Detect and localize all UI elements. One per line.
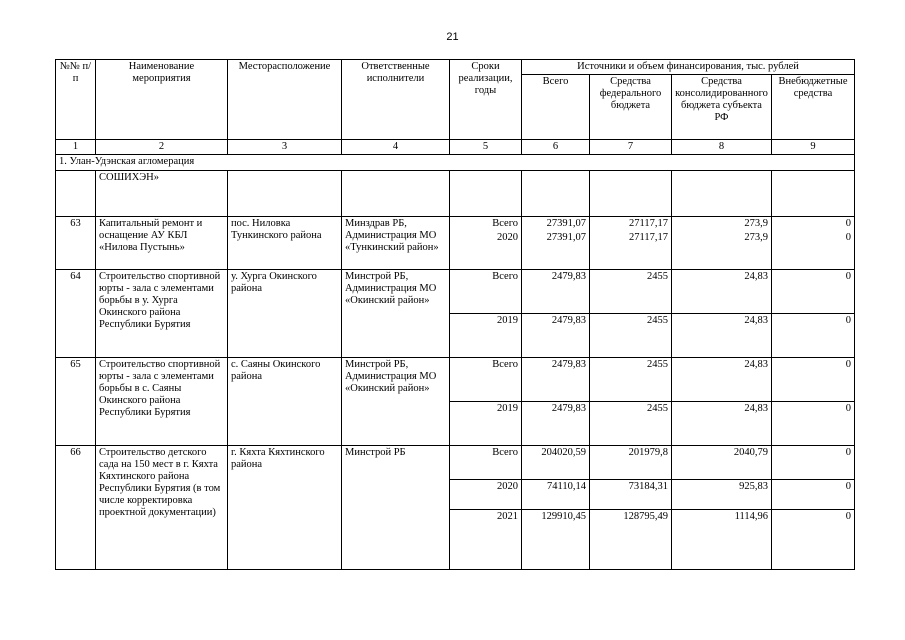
row-extra: 0 (772, 479, 855, 509)
header-responsible: Ответственные исполнители (342, 60, 450, 140)
header-funding-group: Источники и объем финансирования, тыс. рублей (522, 60, 855, 75)
header-num: №№ п/п (56, 60, 96, 140)
column-number: 7 (590, 140, 672, 155)
section-title: 1. Улан-Удэнская агломерация (56, 155, 855, 171)
row-period: 2020 (450, 479, 522, 509)
row-period: Всего (450, 269, 522, 313)
row-federal: 2455 (590, 357, 672, 401)
continuation-text: СОШИХЭН» (96, 171, 228, 217)
header-total: Всего (522, 75, 590, 140)
row-name: Строительство спортивной юрты - зала с элементами борьбы в у. Хурга Окинского района Республики Бурятия (96, 269, 228, 357)
row-location: у. Хурга Окинского района (228, 269, 342, 357)
column-number: 1 (56, 140, 96, 155)
row-period: 2019 (450, 401, 522, 445)
column-number: 9 (772, 140, 855, 155)
row-regional: 24,83 (672, 269, 772, 313)
table-row (56, 445, 855, 479)
row-regional: 273,9 (672, 217, 772, 232)
row-num: 65 (56, 357, 96, 445)
row-extra: 0 (772, 357, 855, 401)
row-federal: 201979,8 (590, 445, 672, 479)
row-regional: 2040,79 (672, 445, 772, 479)
row-responsible: Минздрав РБ, Администрация МО «Тункинский район» (342, 217, 450, 270)
row-period: 2020 (450, 231, 522, 269)
row-num: 66 (56, 445, 96, 569)
row-regional: 925,83 (672, 479, 772, 509)
row-federal: 27117,17 (590, 217, 672, 232)
table-row (56, 269, 855, 313)
row-location: с. Саяны Окинского района (228, 357, 342, 445)
row-location: г. Кяхта Кяхтинского района (228, 445, 342, 569)
header-regional: Средства консолидированного бюджета субъекта РФ (672, 75, 772, 140)
column-numbers-row (56, 140, 855, 155)
row-federal: 27117,17 (590, 231, 672, 269)
row-num: 63 (56, 217, 96, 270)
row-total: 2479,83 (522, 357, 590, 401)
row-responsible: Минстрой РБ, Администрация МО «Окинский район» (342, 357, 450, 445)
column-number: 3 (228, 140, 342, 155)
row-federal: 128795,49 (590, 509, 672, 569)
header-period: Сроки реализации, годы (450, 60, 522, 140)
row-period: 2021 (450, 509, 522, 569)
header-extra: Внебюджетные средства (772, 75, 855, 140)
row-federal: 2455 (590, 401, 672, 445)
row-regional: 1114,96 (672, 509, 772, 569)
row-federal: 2455 (590, 269, 672, 313)
row-responsible: Минстрой РБ, Администрация МО «Окинский район» (342, 269, 450, 357)
table-row (56, 217, 855, 232)
row-total: 204020,59 (522, 445, 590, 479)
row-extra: 0 (772, 269, 855, 313)
row-responsible: Минстрой РБ (342, 445, 450, 569)
row-name: Строительство спортивной юрты - зала с элементами борьбы в с. Саяны Окинского района Республики Бурятия (96, 357, 228, 445)
row-location: пос. Ниловка Тункинского района (228, 217, 342, 270)
continuation-row (56, 171, 855, 217)
row-period: Всего (450, 445, 522, 479)
row-total: 129910,45 (522, 509, 590, 569)
row-federal: 2455 (590, 313, 672, 357)
row-extra: 0 (772, 231, 855, 269)
row-total: 2479,83 (522, 269, 590, 313)
row-period: Всего (450, 357, 522, 401)
row-extra: 0 (772, 401, 855, 445)
header-federal: Средства федерального бюджета (590, 75, 672, 140)
column-number: 2 (96, 140, 228, 155)
funding-table (55, 59, 855, 570)
row-total: 27391,07 (522, 231, 590, 269)
row-regional: 273,9 (672, 231, 772, 269)
row-total: 2479,83 (522, 313, 590, 357)
row-total: 74110,14 (522, 479, 590, 509)
row-num: 64 (56, 269, 96, 357)
row-federal: 73184,31 (590, 479, 672, 509)
row-period: 2019 (450, 313, 522, 357)
row-name: Капитальный ремонт и оснащение АУ КБЛ «Нилова Пустынь» (96, 217, 228, 270)
row-extra: 0 (772, 217, 855, 232)
header-row (56, 60, 855, 75)
row-extra: 0 (772, 313, 855, 357)
row-period: Всего (450, 217, 522, 232)
column-number: 5 (450, 140, 522, 155)
row-extra: 0 (772, 445, 855, 479)
table-row (56, 357, 855, 401)
row-regional: 24,83 (672, 313, 772, 357)
column-number: 8 (672, 140, 772, 155)
page-number: 21 (446, 31, 459, 43)
row-total: 2479,83 (522, 401, 590, 445)
row-regional: 24,83 (672, 401, 772, 445)
column-number: 6 (522, 140, 590, 155)
section-row (56, 155, 855, 171)
header-location: Месторасположение (228, 60, 342, 140)
row-extra: 0 (772, 509, 855, 569)
row-name: Строительство детского сада на 150 мест в г. Кяхта Кяхтинского района Республики Бурятия (в том числе корректировка проектной документации) (96, 445, 228, 569)
row-regional: 24,83 (672, 357, 772, 401)
header-name: Наименование мероприятия (96, 60, 228, 140)
column-number: 4 (342, 140, 450, 155)
row-total: 27391,07 (522, 217, 590, 232)
